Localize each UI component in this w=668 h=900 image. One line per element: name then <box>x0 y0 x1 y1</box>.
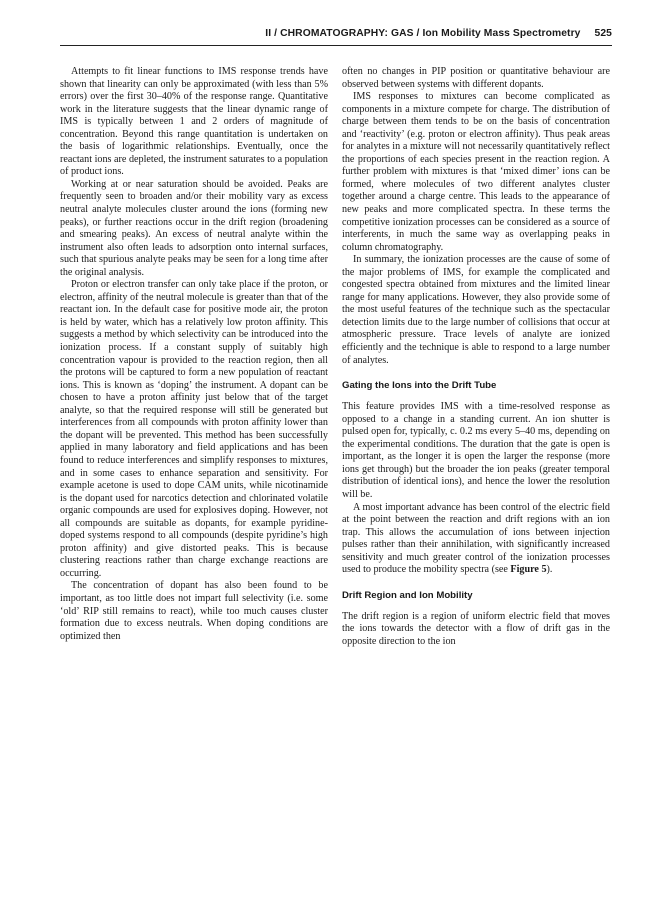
section-heading-drift-region: Drift Region and Ion Mobility <box>342 589 473 601</box>
body-paragraph: The concentration of dopant has also been found to be important, as too little does not impart full selectivity (i.e. some ‘old’ RIP still remains to react), while too much causes cluster formation due to excess neutrals. When doping conditions are optimized then <box>60 580 328 642</box>
body-paragraph: Attempts to fit linear functions to IMS response trends have shown that linearity can only be approximated (with less than 5% errors) over the first 30–40% of the response range. Quantitative work in the literature suggests that the linear dynamic range of IMS is typically between 1 and 2 orders of magnitude of concentration. Beyond this range quantitation is undertaken on the basis of logarithmic relationships. Eventually, once the reactant ions are depleted, the instrument saturates to a population of product ions. <box>60 66 328 178</box>
paragraph-text-end: ). <box>546 564 553 576</box>
body-paragraph: IMS responses to mixtures can become complicated as components in a mixture compete for charge. The distribution of charge between them tends to be on the basis of concentration and ‘reactivity’ (e.g. proton or electron affinity). Thus peak areas for analytes in a mixture will not necessarily quantitatively reflect the proportions of each species present in the reaction region. A further problem with mixtures is that ‘mixed dimer’ ions can be formed, where molecules of two different analytes cluster together around a charge centre. This leads to the appearance of new peaks and more complicated spectra. In these terms the competitive ionization processes can be considered as a source of interferents, in much the same way as overlapping peaks in column chromatography. <box>342 91 610 253</box>
running-head <box>60 28 612 44</box>
left-column <box>60 66 328 643</box>
page-number: 525 <box>594 28 612 39</box>
right-column <box>342 66 610 648</box>
body-paragraph: Proton or electron transfer can only take place if the proton, or electron, affinity of the neutral molecule is greater than that of the reactant ion. In the default case for positive mode air, the proton is held by water, which has a relatively low proton affinity. This suggests a method by which selectivity can be introduced into the ionization process. If a constant supply of suitably high concentration vapour is provided to the reaction region, then all the protons will be captured to form a new population of reactant ions. This is known as ‘doping’ the instrument. A dopant can be chosen to have a proton affinity just below that of the target analyte, so that the required response will still be generated but interferences from all compounds with proton affinity lower than the dopant will be prevented. This method has been successfully applied in many laboratory and field applications and has been found to reduce interferences and simplify responses to mixtures, and in some cases to enhance separation and sensitivity. For example acetone is used to dope CAM units, while nicotinamide is the dopant used for narcotics detection and chlorinated volatile organic compounds are used for explosives doping. However, not all compounds are suitable as dopants, for example pyridine-doped systems respond to all compounds (despite pyridine’s high proton affinity) and give distorted peaks. This is because clustering reactions rather than charge exchange reactions are occurring. <box>60 279 328 579</box>
body-paragraph: This feature provides IMS with a time-resolved response as opposed to a change in a standing current. An ion shutter is pulsed open for, typically, c. 0.2 ms every 5–40 ms, depending on the experimental conditions. The duration that the gate is open is important, as the longer it is open the larger the response (more ions get through) but the broader the ion peaks (greater temporal distribution of identical ions), and hence the lower the resolution will be. <box>342 401 610 500</box>
body-paragraph: In summary, the ionization processes are the cause of some of the major problems of IMS, for example the complicated and congested spectra obtained from mixtures and the limited linear range for many applications. However, they also provide some of the most useful features of the technique such as the spectacular detection limits due to the large number of collisions that occur at atmospheric pressure. Trace levels of analyte are ionized efficiently and the technique is able to respond to a large number of analytes. <box>342 254 610 366</box>
section-heading-gating: Gating the Ions into the Drift Tube <box>342 380 497 392</box>
figure-reference-link[interactable]: Figure 5 <box>510 564 547 576</box>
body-paragraph <box>342 502 610 577</box>
body-paragraph: often no changes in PIP position or quantitative behaviour are observed between systems with different dopants. <box>342 66 610 90</box>
paragraph-text: A most important advance has been control of the electric field at the point between the reaction and drift regions with an ion trap. This allows the accumulation of ions between injection pulses rather than their annihilation, with significantly increased sensitivity and much greater control of the ionization processes used to produce the mobility spectra (see <box>342 501 610 576</box>
body-paragraph: Working at or near saturation should be avoided. Peaks are frequently seen to broaden and/or their mobility vary as excess neutral analyte molecules cluster around the ions (forming new peaks), or further reactions occur in the drift region (broadening and smearing peaks). An excess of neutral analyte within the instrument also often leads to adsorption onto internal surfaces, such that spurious analyte peaks may be seen for a long time after the original analysis. <box>60 178 328 278</box>
running-title: II / CHROMATOGRAPHY: GAS / Ion Mobility Mass Spectrometry <box>265 28 581 39</box>
body-paragraph: The drift region is a region of uniform electric field that moves the ions towards the detector with a flow of drift gas in the opposite direction to the ion <box>342 610 610 647</box>
header-rule <box>60 45 612 46</box>
